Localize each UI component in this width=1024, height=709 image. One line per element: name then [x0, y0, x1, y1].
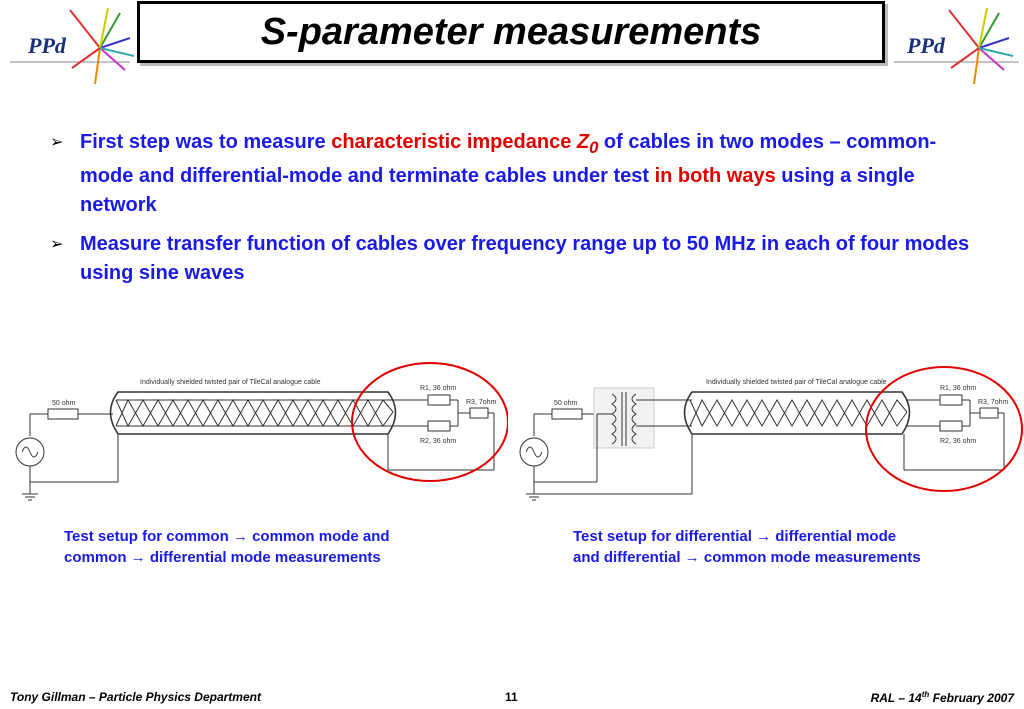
resistor-r1	[428, 395, 450, 405]
bullet-item	[50, 128, 980, 220]
bullet-text: Measure transfer function of cables over frequency range up to 50 MHz in each of four modes using sine waves	[80, 233, 970, 284]
caption-line: Test setup for differential → differential mode	[573, 528, 897, 545]
resistor-r3	[980, 408, 998, 418]
bullet-text	[80, 128, 980, 220]
resistor-50ohm	[48, 409, 78, 419]
footer-date	[871, 690, 1014, 705]
ppd-logo-left	[0, 0, 135, 90]
resistor-label: R3, 7ohm	[978, 399, 1009, 406]
caption-line: common → differential mode measurements	[64, 549, 381, 566]
footer-page-number: 11	[505, 690, 518, 704]
logo-text: PPd	[28, 33, 66, 58]
caption-line: Test setup for common → common mode and	[64, 528, 390, 545]
diagram-common-mode	[8, 352, 508, 514]
bullet-text-part: using a single network	[80, 165, 915, 216]
diagram-differential-mode	[512, 352, 1024, 514]
highlight-text: in both ways	[654, 165, 776, 187]
caption-line: and differential → common mode measurements	[573, 549, 921, 566]
bullet-item	[50, 230, 980, 288]
bullet-text-part: of cables in two modes – common-mode and differential-mode and terminate cables under test	[80, 131, 937, 187]
resistor-r3	[470, 408, 488, 418]
resistor-label: R1, 36 ohm	[940, 385, 977, 392]
z-subscript: 0	[589, 138, 599, 157]
resistor-50ohm	[552, 409, 582, 419]
resistor-r1	[940, 395, 962, 405]
resistor-label: R2, 36 ohm	[420, 438, 457, 445]
cable-label: Individually shielded twisted pair of TileCal analogue cable	[706, 379, 887, 386]
bullet-arrow-icon: ➢	[50, 134, 64, 151]
bullet-arrow-icon: ➢	[50, 236, 64, 253]
resistor-r2	[940, 421, 962, 431]
resistor-r2	[428, 421, 450, 431]
slide-title: S-parameter measurements	[260, 10, 762, 53]
footer-date-sup: th	[921, 690, 930, 699]
footer-date-suffix: February 2007	[929, 691, 1014, 705]
resistor-label: 50 ohm	[52, 400, 76, 407]
footer-date-prefix: RAL – 14	[870, 691, 922, 705]
caption-left	[64, 526, 390, 568]
resistor-label: R3, 7ohm	[466, 399, 497, 406]
z-letter: Z	[576, 131, 590, 153]
ppd-logo-right	[889, 0, 1024, 90]
title-box	[137, 1, 885, 63]
resistor-label: R2, 36 ohm	[940, 438, 977, 445]
resistor-label: R1, 36 ohm	[420, 385, 457, 392]
cable-label: Individually shielded twisted pair of TileCal analogue cable	[140, 379, 321, 386]
highlight-text: characteristic impedance	[331, 131, 577, 153]
footer-author: Tony Gillman – Particle Physics Department	[10, 690, 261, 704]
ppd-logo-starburst-icon	[0, 0, 135, 90]
bullet-text-part: First step was to measure	[80, 131, 332, 153]
resistor-label: 50 ohm	[554, 400, 578, 407]
bullet-list	[50, 128, 980, 298]
caption-right	[573, 526, 921, 568]
logo-text: PPd	[907, 33, 945, 58]
z0-symbol	[576, 131, 599, 157]
